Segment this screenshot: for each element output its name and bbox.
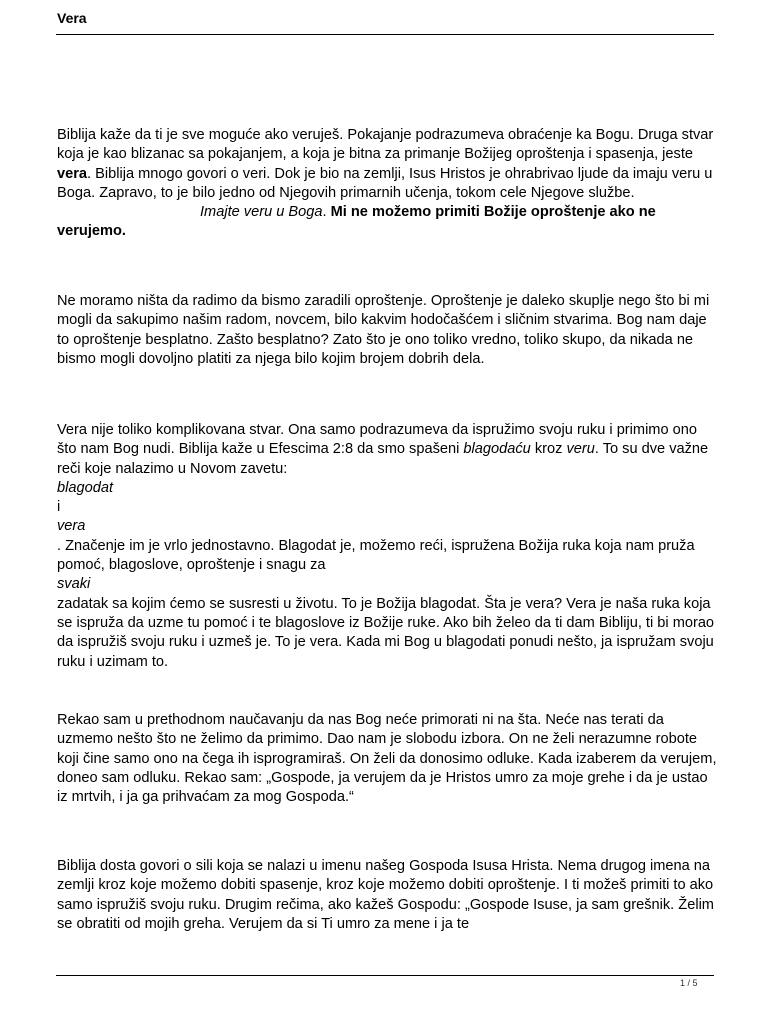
header-divider (56, 34, 714, 35)
p3-text-3: . To su dve važne reči koje nalazimo u Novom zavetu: (57, 441, 709, 477)
paragraph-4: Rekao sam u prethodnom naučavanju da nas Bog neće primorati ni na šta. Neće nas terati da uzmemo nešto što ne želimo da primimo. Dao nam je slobodu izbora. On ne želi nerazumne robote koji čine samo ono na čega ih isprogramiraš. On želi da donosimo odluke. Kada izaberem da verujem, doneo sam odluku. Rekao sam: „Gospode, ja verujem da je Hristos umro za moje grehe i da je ustao iz mrtvih, i ja ga prihvaćam za mog Gospoda.“ (57, 712, 717, 806)
paragraph-5: Biblija dosta govori o sili koja se nalazi u imenu našeg Gospoda Isusa Hrista. Nema drugog imena na zemlji kroz koje možemo dobiti spasenje, kroz koje možemo dobiti oproštenje. I ti možeš primiti to ako samo ispružiš svoju ruku. Drugim rečima, ako kažeš Gospodu: „Gospode Isuse, ja sam grešnik. Želim se obratiti od mojih greha. Verujem da si Ti umro za mene i ja te (57, 858, 714, 932)
document-title: Vera (57, 10, 87, 26)
p3-text-5: . Značenje im je vrlo jednostavno. Blagodat je, možemo reći, ispružena Božija ruka koja nam pruža pomoć, blagoslove, oproštenje i snagu za (57, 537, 695, 574)
p1-text-2: . Biblija mnogo govori o veri. Dok je bio na zemlji, Isus Hristos je ohrabrivao ljude da imaju veru u Boga. Zapravo, to je bilo jedno od Njegovih primarnih učenja, tokom cele Njegove službe. (57, 165, 713, 201)
p3-text-1: Vera nije toliko komplikovana stvar. Ona samo podrazumeva da ispružimo svoju ruku i primimo ono što nam Bog nudi. Biblija kaže u Efescima 2:8 da smo spašeni (57, 422, 697, 458)
p3-text-4: i (57, 499, 61, 516)
p1-text-1: Biblija kaže da ti je sve moguće ako veruješ. Pokajanje podrazumeva obraćenje ka Bogu. Druga stvar koja je kao blizanac sa pokajanjem, a koja je bitna za primanje Božijeg oproštenja i spasenja, jeste (57, 127, 714, 163)
p3-italic-blagodat: blagodat (57, 479, 113, 496)
p1-bold-vera: vera (57, 165, 88, 182)
paragraph-2: Ne moramo ništa da radimo da bismo zaradili oproštenje. Oproštenje je daleko skuplje nego što bi mi mogli da sakupimo našim radom, novcem, bilo kakvim hodočašćem i sličnim stvarima. Bog nam daje to oproštenje besplatno. Zašto besplatno? Zato što je ono toliko vredno, toliko skupo, da nikada ne bismo mogli dovoljno platiti za njega bilo kojim brojem dobrih dela. (57, 293, 710, 367)
footer-divider (56, 975, 714, 976)
paragraph-3 (57, 421, 717, 672)
p3-text-6: zadatak sa kojim ćemo se susresti u životu. To je Božija blagodat. Šta je vera? Vera je naša ruka koja se ispruža da uzme tu pomoć i te blagoslove iz Božije ruke. Ako bih želeo da ti dam Bibliju, ti bi morao da ispružiš svoju ruku i uzmeš je. To je vera. Kada mi Bog u blagodati ponudi nešto, ja ispružam svoju ruku i uzimam to. (57, 595, 715, 670)
page-number: 1 / 5 (680, 978, 698, 988)
p3-italic-blagodacu: blagodaću (463, 441, 531, 458)
p1-italic-quote: Imajte veru u Boga (200, 204, 323, 221)
p3-italic-veru: veru (566, 441, 595, 458)
p3-italic-vera: vera (57, 518, 86, 535)
p1-bold-statement: Mi ne možemo primiti Božije oproštenje ako ne verujemo. (57, 204, 656, 240)
p3-italic-svaki: svaki (57, 576, 91, 593)
paragraph-1 (57, 126, 717, 242)
p1-text-3: . (322, 204, 327, 221)
p3-text-2: kroz (530, 441, 567, 458)
